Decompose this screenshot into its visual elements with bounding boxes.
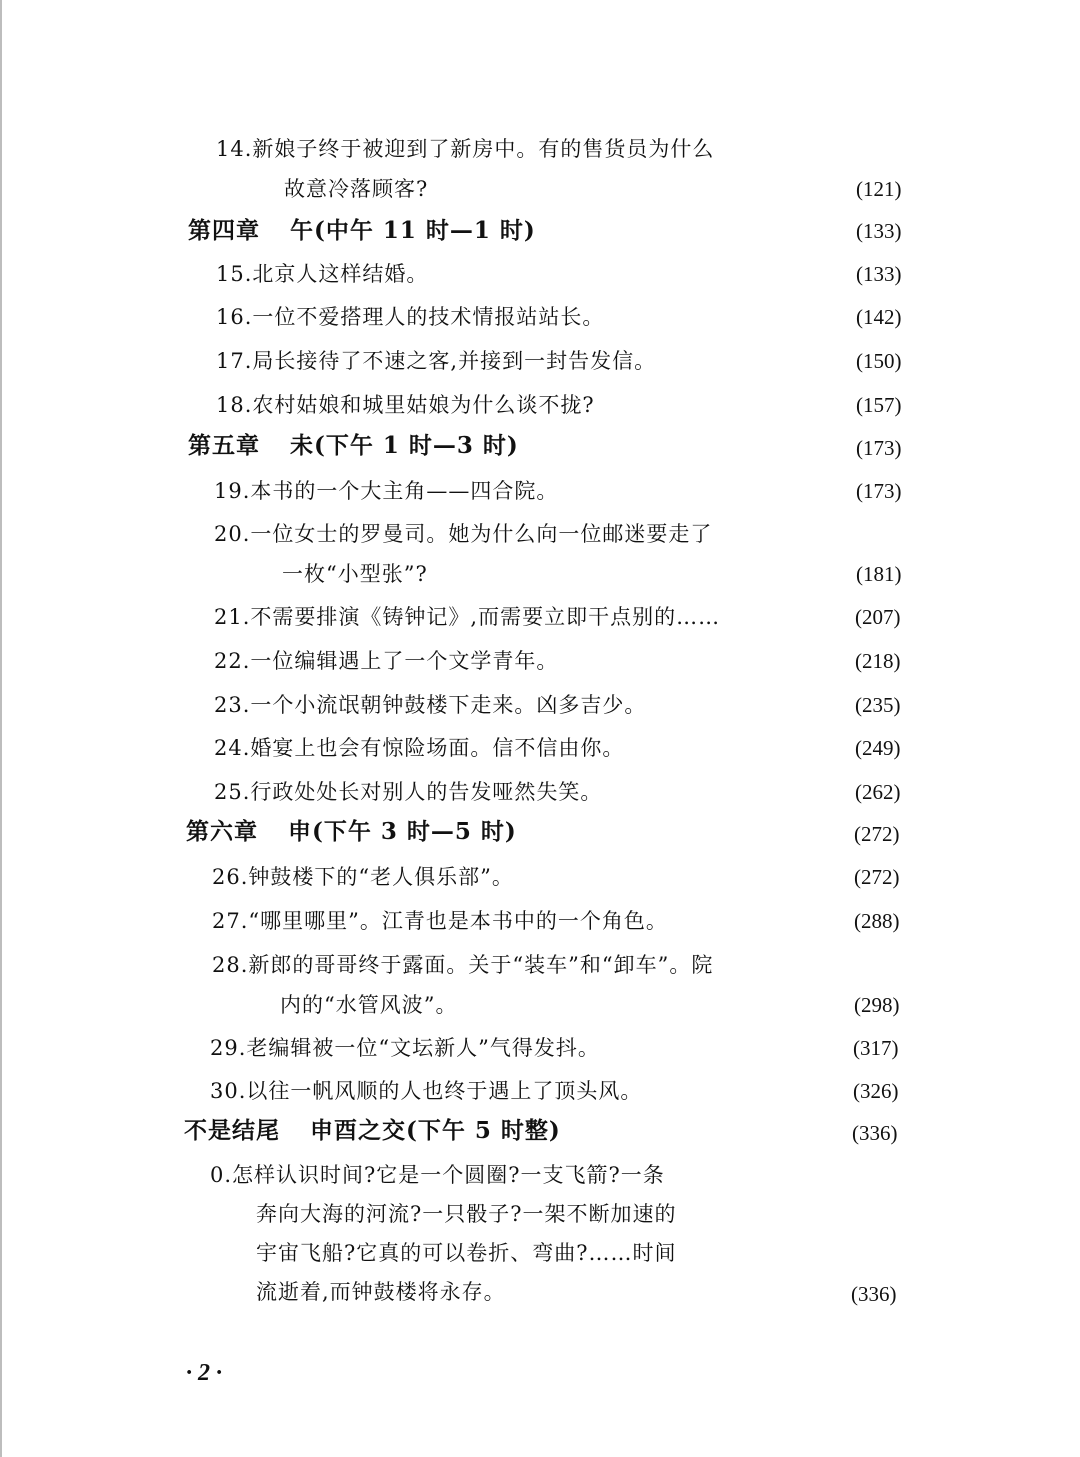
chapter-6-heading <box>186 817 517 847</box>
toc-entry-0-line1: 0.怎样认识时间?它是一个圆圈?一支飞箭?一条 <box>210 1163 665 1187</box>
ending-page: (336) <box>852 1121 898 1145</box>
toc-entry-25: 25.行政处处长对别人的告发哑然失笑。 <box>214 780 603 804</box>
chapter-5-heading <box>188 431 519 461</box>
chapter-4-heading <box>188 216 536 246</box>
toc-entry-25-page: (262) <box>855 780 901 804</box>
toc-entry-15-page: (133) <box>856 262 902 286</box>
toc-entry-14-line1: 14.新娘子终于被迎到了新房中。有的售货员为什么 <box>216 137 715 161</box>
toc-entry-19: 19.本书的一个大主角——四合院。 <box>214 479 559 503</box>
toc-entry-20-line2: 一枚“小型张”? <box>282 562 428 586</box>
chapter-5-number: 第五章 <box>188 432 260 459</box>
toc-entry-20-line1: 20.一位女士的罗曼司。她为什么向一位邮迷要走了 <box>214 522 713 546</box>
toc-entry-24-page: (249) <box>855 736 901 760</box>
toc-entry-15: 15.北京人这样结婚。 <box>216 262 429 286</box>
toc-entry-16-page: (142) <box>856 305 902 329</box>
toc-entry-30: 30.以往一帆风顺的人也终于遇上了顶头风。 <box>210 1079 643 1103</box>
toc-entry-22-page: (218) <box>855 649 901 673</box>
chapter-6-title: 申(下午 3 时—5 时) <box>288 818 517 845</box>
toc-entry-19-page: (173) <box>856 479 902 503</box>
chapter-4-page: (133) <box>856 219 902 243</box>
toc-entry-28-page: (298) <box>854 993 900 1017</box>
toc-entry-18: 18.农村姑娘和城里姑娘为什么谈不拢? <box>216 393 595 417</box>
toc-entry-29: 29.老编辑被一位“文坛新人”气得发抖。 <box>210 1036 600 1060</box>
toc-entry-0-page: (336) <box>851 1282 897 1306</box>
toc-entry-18-page: (157) <box>856 393 902 417</box>
toc-entry-14-page: (121) <box>856 177 902 201</box>
toc-entry-23-page: (235) <box>855 693 901 717</box>
ending-title: 申酉之交(下午 5 时整) <box>310 1117 561 1144</box>
toc-entry-27-page: (288) <box>854 909 900 933</box>
chapter-5-title: 未(下午 1 时—3 时) <box>290 432 519 459</box>
toc-entry-28-line1: 28.新郎的哥哥终于露面。关于“装车”和“卸车”。院 <box>212 953 714 977</box>
toc-entry-21-page: (207) <box>855 605 901 629</box>
toc-entry-29-page: (317) <box>853 1036 899 1060</box>
chapter-4-title: 午(中午 11 时—1 时) <box>290 217 536 244</box>
toc-entry-22: 22.一位编辑遇上了一个文学青年。 <box>214 649 559 673</box>
toc-entry-14-line2: 故意冷落顾客? <box>284 177 429 201</box>
toc-entry-28-line2: 内的“水管风波”。 <box>280 993 458 1017</box>
page-number: · 2 · <box>186 1360 222 1386</box>
toc-entry-0-line3: 宇宙飞船?它真的可以卷折、弯曲?……时间 <box>256 1241 677 1265</box>
toc-entry-0-line4: 流逝着,而钟鼓楼将永存。 <box>256 1280 506 1304</box>
toc-entry-17: 17.局长接待了不速之客,并接到一封告发信。 <box>216 349 657 373</box>
chapter-4-number: 第四章 <box>188 217 260 244</box>
toc-entry-26-page: (272) <box>854 865 900 889</box>
ending-heading <box>184 1116 561 1146</box>
chapter-6-page: (272) <box>854 822 900 846</box>
toc-entry-26: 26.钟鼓楼下的“老人俱乐部”。 <box>212 865 514 889</box>
toc-entry-27: 27.“哪里哪里”。江青也是本书中的一个角色。 <box>212 909 668 933</box>
toc-entry-0-line2: 奔向大海的河流?一只骰子?一架不断加速的 <box>256 1202 677 1226</box>
toc-entry-21: 21.不需要排演《铸钟记》,而需要立即干点别的…… <box>214 605 721 629</box>
ending-label: 不是结尾 <box>184 1117 280 1144</box>
toc-entry-20-page: (181) <box>856 562 902 586</box>
toc-entry-17-page: (150) <box>856 349 902 373</box>
toc-entry-23: 23.一个小流氓朝钟鼓楼下走来。凶多吉少。 <box>214 693 647 717</box>
toc-entry-24: 24.婚宴上也会有惊险场面。信不信由你。 <box>214 736 625 760</box>
toc-entry-16: 16.一位不爱搭理人的技术情报站站长。 <box>216 305 605 329</box>
chapter-6-number: 第六章 <box>186 818 258 845</box>
chapter-5-page: (173) <box>856 436 902 460</box>
toc-entry-30-page: (326) <box>853 1079 899 1103</box>
